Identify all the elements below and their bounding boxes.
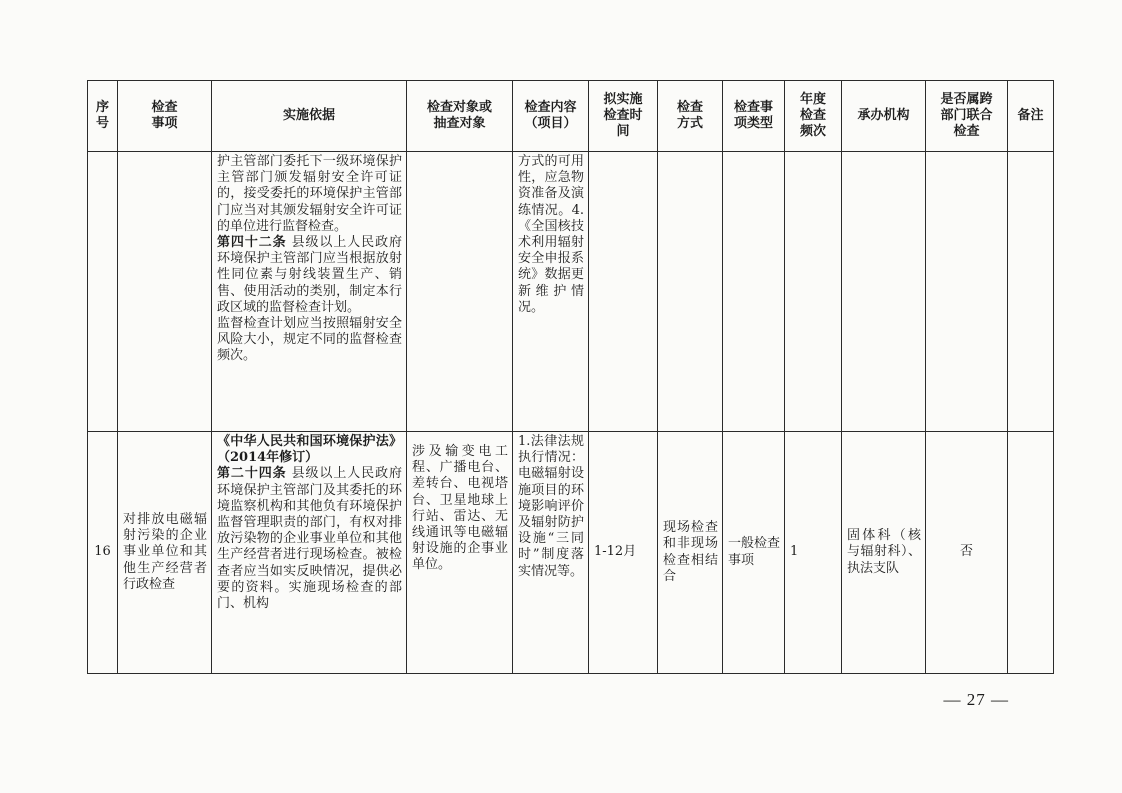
header-type: 检查事 项类型: [723, 81, 785, 152]
cell-time: [589, 152, 658, 432]
cell-item: 对排放电磁辐射污染的企业事业单位和其他生产经营者行政检查: [118, 432, 212, 674]
cell-type: 一般检查事项: [723, 432, 785, 674]
cell-remark: [1008, 432, 1054, 674]
cell-freq: 1: [785, 432, 842, 674]
header-remark: 备注: [1008, 81, 1054, 152]
header-content: 检查内容 （项目）: [513, 81, 589, 152]
header-row: [88, 81, 1054, 152]
inspection-table: [87, 80, 1054, 674]
cell-method: 现场检查和非现场检查相结合: [658, 432, 723, 674]
basis-paragraph: 监督检查计划应当按照辐射安全风险大小，规定不同的监督检查频次。: [217, 316, 402, 364]
cell-content: 1.法律法规执行情况：电磁辐射设施项目的环境影响评价及辐射防护设施“三同时”制度落实情况等。: [513, 432, 589, 674]
cell-org: [842, 152, 926, 432]
cell-joint: 否: [926, 432, 1008, 674]
header-target: 检查对象或 抽查对象: [407, 81, 513, 152]
header-joint: 是否属跨 部门联合 检查: [926, 81, 1008, 152]
cell-method: [658, 152, 723, 432]
cell-org: 固体科（核与辐射科）、执法支队: [842, 432, 926, 674]
cell-item: [118, 152, 212, 432]
header-method: 检查 方式: [658, 81, 723, 152]
header-freq: 年度 检查 频次: [785, 81, 842, 152]
cell-seq: 16: [88, 432, 118, 674]
cell-basis: [212, 152, 407, 432]
page-number: — 27 —: [943, 690, 1009, 709]
cell-type: [723, 152, 785, 432]
basis-paragraph: 护主管部门委托下一级环境保护主管部门颁发辐射安全许可证的，接受委托的环境保护主管部门应当对其颁发辐射安全许可证的单位进行监督检查。: [217, 154, 402, 234]
cell-target: 涉及输变电工程、广播电台、差转台、电视塔台、卫星地球上行站、雷达、无线通讯等电磁辐射设施的企事业单位。: [407, 432, 513, 674]
cell-joint: [926, 152, 1008, 432]
cell-time: 1-12月: [589, 432, 658, 674]
cell-content: 方式的可用性，应急物资准备及演练情况。4.《全国核技术利用辐射安全申报系统》数据更新维护情况。: [513, 152, 589, 432]
header-item: 检查 事项: [118, 81, 212, 152]
basis-paragraph: 第二十四条 县级以上人民政府环境保护主管部门及其委托的环境监察机构和其他负有环境保护监督管理职责的部门，有权对排放污染物的企业事业单位和其他生产经营者进行现场检查。被检查者应当如实反映情况，提供必要的资料。实施现场检查的部门、机构: [217, 466, 402, 612]
header-org: 承办机构: [842, 81, 926, 152]
header-seq: 序 号: [88, 81, 118, 152]
cell-basis: [212, 432, 407, 674]
header-time: 拟实施 检查时 间: [589, 81, 658, 152]
table-row: [88, 432, 1054, 674]
cell-freq: [785, 152, 842, 432]
header-basis: 实施依据: [212, 81, 407, 152]
table-row: [88, 152, 1054, 432]
basis-law-title: 《中华人民共和国环境保护法》（2014年修订）: [217, 434, 402, 466]
cell-remark: [1008, 152, 1054, 432]
basis-paragraph: 第四十二条 县级以上人民政府环境保护主管部门应当根据放射性同位素与射线装置生产、销售、使用活动的类别，制定本行政区域的监督检查计划。: [217, 235, 402, 315]
cell-seq: [88, 152, 118, 432]
cell-target: [407, 152, 513, 432]
